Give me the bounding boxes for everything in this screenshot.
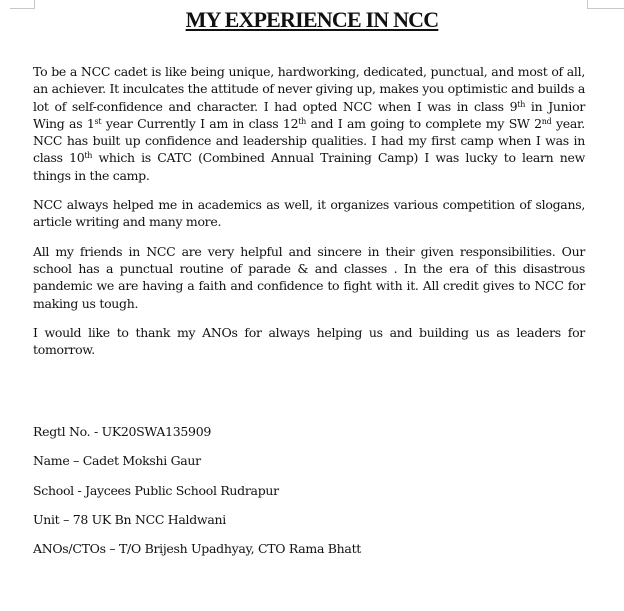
ordinal-suffix: th xyxy=(517,99,526,109)
document-body xyxy=(33,63,585,370)
paragraph-2 xyxy=(33,196,585,231)
school-name: School - Jaycees Public School Rudrapur xyxy=(33,482,279,498)
anos-ctos: ANOs/CTOs – T/O Brijesh Upadhyay, CTO Rama Bhatt xyxy=(33,541,362,557)
unit-name: Unit – 78 UK Bn NCC Haldwani xyxy=(33,511,226,527)
paragraph-text: I would like to thank my ANOs for always helping us and building us as leaders for tomorrow. xyxy=(33,324,585,358)
paragraph-3 xyxy=(33,243,585,312)
paragraph-text: All my friends in NCC are very helpful and sincere in their given responsibilities. Our school has a punctual routine of parade & and classes . In the era of this disastrous pandemic we are having a faith and confidence to fight with it. All credit gives to NCC for making us tough. xyxy=(33,243,585,311)
ordinal-suffix: st xyxy=(94,116,102,126)
cadet-name: Name – Cadet Mokshi Gaur xyxy=(33,453,201,469)
paragraph-1 xyxy=(33,63,585,184)
paragraph-text: To be a NCC cadet is like being unique, hardworking, dedicated, punctual, and most of all, an achiever. It inculcates the attitude of never giving up, makes you optimistic and builds a lot of self-confidence and character. I had opted NCC when I was in class 9 xyxy=(33,64,585,114)
document-title: MY EXPERIENCE IN NCC xyxy=(185,7,439,32)
paragraph-text: NCC always helped me in academics as well, it organizes various competition of slogans, article writing and many more. xyxy=(33,197,585,230)
ordinal-suffix: th xyxy=(84,151,93,161)
signature-block xyxy=(33,424,593,570)
ordinal-suffix: nd xyxy=(541,116,552,126)
ordinal-suffix: th xyxy=(298,116,307,126)
paragraph-text: and I am going to complete my SW 2 xyxy=(306,115,542,131)
regtl-no: Regtl No. - UK20SWA135909 xyxy=(33,424,212,439)
paragraph-4 xyxy=(33,324,585,359)
paragraph-text: in Junior Wing as 1 xyxy=(33,98,585,131)
paragraph-text: year. NCC has built up confidence and leadership qualities. I had my first camp when I was in class 10 xyxy=(33,115,585,166)
paragraph-text: year Currently I am in class 12 xyxy=(101,115,299,131)
paragraph-text: which is CATC (Combined Annual Training Camp) I was lucky to learn new things in the camp. xyxy=(33,150,585,183)
